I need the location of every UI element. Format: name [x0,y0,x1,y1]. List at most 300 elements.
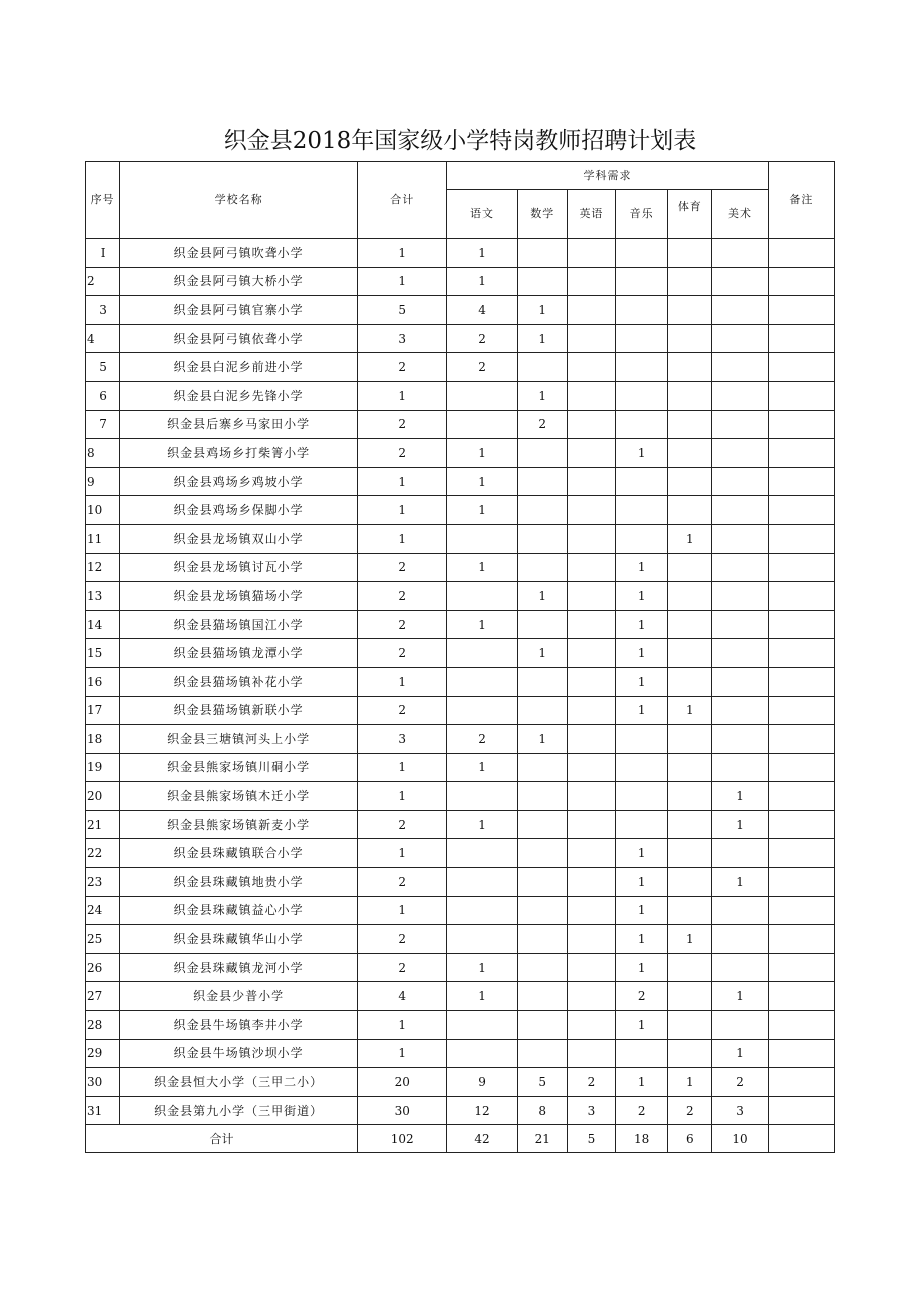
cell-meishu [712,410,768,439]
cell-meishu: 2 [712,1068,768,1097]
cell-meishu [712,296,768,325]
cell-yingyu [567,267,615,296]
cell-note [768,839,834,868]
cell-note [768,810,834,839]
cell-tiyu [668,639,712,668]
cell-tiyu: 1 [668,696,712,725]
cell-yingyu [567,1039,615,1068]
cell-seq: 18 [86,725,120,754]
cell-yuwen [447,896,517,925]
cell-school: 织金县鸡场乡打柴箐小学 [120,439,358,468]
cell-note [768,496,834,525]
cell-yingyu [567,896,615,925]
cell-yinyue: 1 [616,1011,668,1040]
cell-school: 织金县熊家场镇木迁小学 [120,782,358,811]
cell-tiyu: 1 [668,925,712,954]
header-subject-yuwen: 语文 [447,190,517,239]
cell-total: 2 [358,410,447,439]
cell-tiyu [668,296,712,325]
total-cell-meishu: 10 [712,1125,768,1153]
table-row [86,753,835,782]
cell-yinyue: 1 [616,667,668,696]
cell-school: 织金县珠藏镇联合小学 [120,839,358,868]
cell-school: 织金县白泥乡先锋小学 [120,381,358,410]
cell-meishu [712,839,768,868]
cell-total: 2 [358,696,447,725]
cell-tiyu: 2 [668,1096,712,1125]
table-row [86,1039,835,1068]
cell-note [768,1039,834,1068]
table-row [86,496,835,525]
cell-tiyu [668,324,712,353]
table-row [86,467,835,496]
cell-seq: 5 [86,353,120,382]
cell-yinyue [616,524,668,553]
table-row [86,1068,835,1097]
cell-school: 织金县牛场镇李井小学 [120,1011,358,1040]
cell-seq: 12 [86,553,120,582]
cell-seq: 9 [86,467,120,496]
cell-school: 织金县龙场镇双山小学 [120,524,358,553]
table-row [86,439,835,468]
cell-total: 1 [358,667,447,696]
cell-yingyu [567,696,615,725]
cell-meishu [712,267,768,296]
cell-yuwen [447,839,517,868]
table-row [86,839,835,868]
cell-yinyue [616,381,668,410]
cell-yingyu [567,868,615,897]
cell-shuxue [517,610,567,639]
cell-tiyu [668,381,712,410]
cell-yuwen [447,639,517,668]
cell-school: 织金县龙场镇猫场小学 [120,582,358,611]
cell-school: 织金县珠藏镇龙河小学 [120,953,358,982]
cell-tiyu [668,839,712,868]
cell-yuwen [447,582,517,611]
cell-shuxue: 1 [517,381,567,410]
header-subject-yinyue: 音乐 [616,190,668,239]
cell-shuxue [517,839,567,868]
cell-total: 20 [358,1068,447,1097]
cell-note [768,610,834,639]
table-row [86,782,835,811]
cell-seq: 8 [86,439,120,468]
total-row [86,1125,835,1153]
cell-school: 织金县珠藏镇华山小学 [120,925,358,954]
cell-school: 织金县熊家场镇川硐小学 [120,753,358,782]
cell-meishu: 1 [712,1039,768,1068]
cell-note [768,953,834,982]
cell-yingyu [567,925,615,954]
cell-total: 3 [358,324,447,353]
cell-meishu [712,582,768,611]
total-label: 合计 [86,1125,358,1153]
cell-tiyu [668,667,712,696]
table-row [86,639,835,668]
header-subject-shuxue: 数学 [517,190,567,239]
cell-total: 4 [358,982,447,1011]
cell-total: 1 [358,524,447,553]
header-subject-yingyu: 英语 [567,190,615,239]
cell-tiyu [668,439,712,468]
cell-school: 织金县珠藏镇益心小学 [120,896,358,925]
cell-yingyu: 3 [567,1096,615,1125]
total-cell-yinyue: 18 [616,1125,668,1153]
cell-yinyue [616,296,668,325]
cell-meishu [712,239,768,268]
table-row [86,410,835,439]
cell-note [768,1068,834,1097]
cell-seq: 28 [86,1011,120,1040]
cell-school: 织金县恒大小学（三甲二小） [120,1068,358,1097]
cell-tiyu [668,582,712,611]
cell-school: 织金县白泥乡前进小学 [120,353,358,382]
cell-seq: 16 [86,667,120,696]
cell-meishu [712,324,768,353]
table-row [86,982,835,1011]
cell-yinyue: 1 [616,925,668,954]
table-row [86,239,835,268]
cell-yuwen [447,1039,517,1068]
cell-shuxue [517,982,567,1011]
cell-yingyu [567,324,615,353]
cell-yuwen: 1 [447,982,517,1011]
cell-tiyu [668,239,712,268]
cell-shuxue: 1 [517,324,567,353]
cell-meishu [712,925,768,954]
cell-yinyue [616,725,668,754]
cell-seq: 7 [86,410,120,439]
cell-note [768,524,834,553]
cell-note [768,667,834,696]
cell-note [768,639,834,668]
table-row [86,381,835,410]
cell-meishu [712,553,768,582]
total-cell-shuxue: 21 [517,1125,567,1153]
cell-yuwen [447,868,517,897]
cell-meishu: 1 [712,782,768,811]
cell-total: 1 [358,267,447,296]
cell-note [768,725,834,754]
table-row [86,667,835,696]
cell-yingyu [567,667,615,696]
cell-shuxue [517,467,567,496]
cell-meishu [712,753,768,782]
cell-note [768,753,834,782]
header-total: 合计 [358,162,447,239]
table-row [86,1011,835,1040]
table-row [86,582,835,611]
cell-meishu [712,953,768,982]
cell-tiyu [668,810,712,839]
cell-yuwen: 1 [447,953,517,982]
cell-seq: 27 [86,982,120,1011]
header-subject-tiyu: 体育 [668,190,712,239]
cell-shuxue [517,896,567,925]
cell-meishu [712,381,768,410]
header-subjects-group: 学科需求 [447,162,768,190]
total-cell-total: 102 [358,1125,447,1153]
cell-yingyu [567,410,615,439]
cell-yingyu [567,524,615,553]
cell-school: 织金县熊家场镇新麦小学 [120,810,358,839]
cell-shuxue [517,267,567,296]
cell-yuwen: 1 [447,553,517,582]
cell-meishu [712,639,768,668]
page-title: 织金县2018年国家级小学特岗教师招聘计划表 [223,128,697,154]
cell-yuwen [447,782,517,811]
cell-note [768,353,834,382]
table-body [86,239,835,1125]
table-row [86,810,835,839]
cell-yingyu [567,810,615,839]
cell-yinyue: 1 [616,610,668,639]
cell-shuxue [517,696,567,725]
cell-total: 2 [358,953,447,982]
cell-shuxue [517,753,567,782]
cell-shuxue [517,782,567,811]
cell-yuwen: 1 [447,467,517,496]
table-row [86,896,835,925]
cell-total: 1 [358,1011,447,1040]
cell-yuwen [447,1011,517,1040]
cell-seq: 17 [86,696,120,725]
cell-note [768,582,834,611]
cell-yingyu [567,553,615,582]
cell-yinyue: 1 [616,953,668,982]
cell-shuxue [517,239,567,268]
cell-total: 1 [358,896,447,925]
cell-yingyu [567,953,615,982]
cell-meishu [712,467,768,496]
cell-yinyue: 1 [616,639,668,668]
table-row [86,868,835,897]
cell-yuwen: 1 [447,439,517,468]
cell-note [768,982,834,1011]
cell-yinyue [616,782,668,811]
cell-shuxue [517,496,567,525]
total-cell-tiyu: 6 [668,1125,712,1153]
cell-yingyu [567,639,615,668]
cell-meishu [712,896,768,925]
cell-total: 5 [358,296,447,325]
cell-yuwen [447,925,517,954]
cell-shuxue: 1 [517,639,567,668]
table-row [86,353,835,382]
cell-shuxue: 1 [517,582,567,611]
cell-note [768,467,834,496]
cell-yingyu [567,496,615,525]
table-row [86,267,835,296]
cell-yingyu: 2 [567,1068,615,1097]
table-row [86,553,835,582]
cell-total: 2 [358,925,447,954]
cell-shuxue: 8 [517,1096,567,1125]
cell-tiyu [668,610,712,639]
cell-seq: 25 [86,925,120,954]
cell-tiyu [668,467,712,496]
cell-shuxue [517,1039,567,1068]
cell-yinyue [616,267,668,296]
cell-seq: 4 [86,324,120,353]
cell-school: 织金县鸡场乡保脚小学 [120,496,358,525]
cell-note [768,267,834,296]
cell-yuwen: 1 [447,810,517,839]
cell-meishu [712,725,768,754]
cell-school: 织金县猫场镇补花小学 [120,667,358,696]
cell-seq: 3 [86,296,120,325]
cell-total: 1 [358,239,447,268]
cell-yinyue: 1 [616,868,668,897]
cell-yingyu [567,782,615,811]
cell-yinyue [616,810,668,839]
table-row [86,1096,835,1125]
cell-yinyue: 1 [616,553,668,582]
cell-note [768,868,834,897]
cell-yingyu [567,467,615,496]
recruitment-plan-table [85,161,835,1153]
cell-meishu: 1 [712,810,768,839]
cell-shuxue: 5 [517,1068,567,1097]
cell-tiyu [668,410,712,439]
cell-yingyu [567,353,615,382]
cell-yinyue [616,1039,668,1068]
cell-yingyu [567,982,615,1011]
cell-shuxue [517,1011,567,1040]
cell-note [768,324,834,353]
cell-seq: 23 [86,868,120,897]
cell-total: 2 [358,353,447,382]
cell-yuwen: 1 [447,610,517,639]
cell-shuxue [517,553,567,582]
cell-yinyue: 1 [616,439,668,468]
table-row [86,696,835,725]
total-cell-yuwen: 42 [447,1125,517,1153]
cell-yingyu [567,381,615,410]
cell-school: 织金县珠藏镇地贵小学 [120,868,358,897]
cell-school: 织金县鸡场乡鸡坡小学 [120,467,358,496]
cell-yingyu [567,839,615,868]
cell-meishu: 1 [712,982,768,1011]
header-seq: 序号 [86,162,120,239]
table-row [86,925,835,954]
cell-seq: 30 [86,1068,120,1097]
cell-total: 30 [358,1096,447,1125]
cell-tiyu [668,496,712,525]
cell-yuwen: 1 [447,753,517,782]
cell-yinyue [616,410,668,439]
table-row [86,296,835,325]
cell-seq: 29 [86,1039,120,1068]
cell-school: 织金县后寨乡马家田小学 [120,410,358,439]
cell-yuwen: 1 [447,267,517,296]
cell-tiyu [668,896,712,925]
cell-yuwen [447,381,517,410]
cell-tiyu [668,725,712,754]
cell-note [768,553,834,582]
cell-meishu [712,439,768,468]
cell-seq: I [86,239,120,268]
cell-meishu: 3 [712,1096,768,1125]
cell-seq: 24 [86,896,120,925]
cell-tiyu: 1 [668,1068,712,1097]
cell-meishu [712,524,768,553]
cell-meishu [712,353,768,382]
cell-tiyu [668,1039,712,1068]
cell-note [768,1011,834,1040]
table-row [86,324,835,353]
cell-note [768,1096,834,1125]
cell-note [768,782,834,811]
cell-seq: 21 [86,810,120,839]
cell-seq: 14 [86,610,120,639]
cell-seq: 22 [86,839,120,868]
cell-tiyu [668,553,712,582]
cell-meishu [712,1011,768,1040]
cell-school: 织金县猫场镇龙潭小学 [120,639,358,668]
cell-shuxue [517,953,567,982]
cell-shuxue [517,868,567,897]
cell-school: 织金县三塘镇河头上小学 [120,725,358,754]
cell-shuxue [517,524,567,553]
cell-yingyu [567,296,615,325]
cell-yuwen: 12 [447,1096,517,1125]
cell-seq: 26 [86,953,120,982]
cell-school: 织金县牛场镇沙坝小学 [120,1039,358,1068]
cell-school: 织金县猫场镇国江小学 [120,610,358,639]
cell-total: 2 [358,810,447,839]
cell-yinyue [616,353,668,382]
cell-shuxue [517,925,567,954]
cell-shuxue [517,810,567,839]
cell-tiyu [668,868,712,897]
cell-note [768,296,834,325]
cell-seq: 10 [86,496,120,525]
cell-tiyu [668,782,712,811]
cell-note [768,239,834,268]
cell-yuwen: 1 [447,496,517,525]
cell-tiyu [668,267,712,296]
cell-yuwen: 9 [447,1068,517,1097]
cell-tiyu [668,1011,712,1040]
cell-school: 织金县龙场镇讨瓦小学 [120,553,358,582]
cell-yinyue: 2 [616,982,668,1011]
cell-yuwen: 2 [447,324,517,353]
cell-seq: 6 [86,381,120,410]
cell-total: 2 [358,439,447,468]
cell-yinyue: 1 [616,1068,668,1097]
cell-total: 2 [358,553,447,582]
table-row [86,953,835,982]
cell-note [768,896,834,925]
cell-total: 2 [358,868,447,897]
cell-yingyu [567,239,615,268]
cell-tiyu [668,753,712,782]
cell-seq: 20 [86,782,120,811]
cell-seq: 15 [86,639,120,668]
cell-yinyue [616,239,668,268]
cell-yinyue [616,496,668,525]
cell-yingyu [567,725,615,754]
cell-total: 2 [358,639,447,668]
cell-note [768,439,834,468]
cell-shuxue [517,439,567,468]
cell-seq: 31 [86,1096,120,1125]
table-row [86,610,835,639]
cell-total: 3 [358,725,447,754]
cell-yingyu [567,610,615,639]
